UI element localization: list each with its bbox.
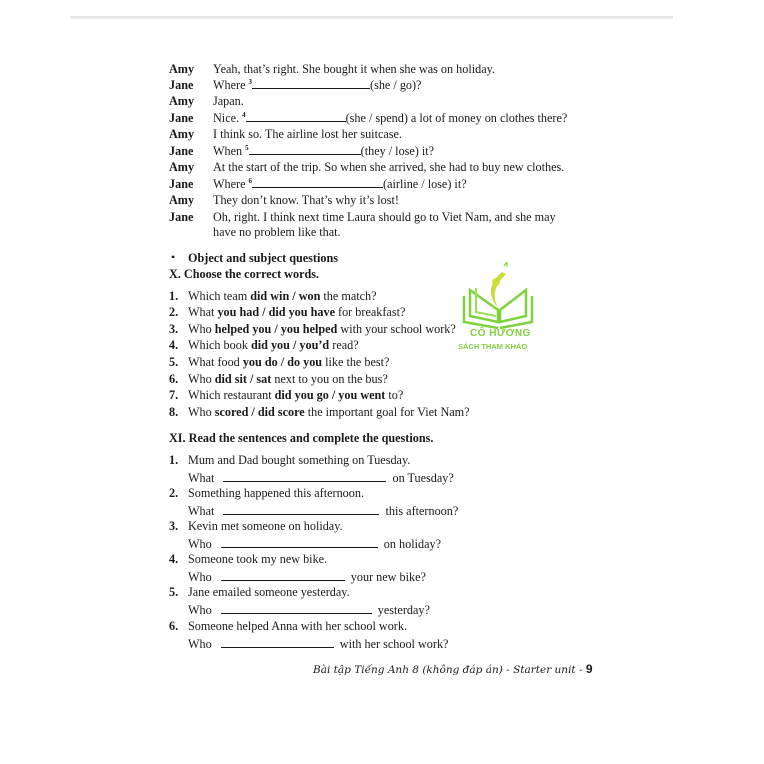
item-number: 6. — [169, 619, 179, 633]
item-number: 4. — [169, 338, 179, 352]
item-number: 1. — [169, 289, 179, 303]
item-text: Who — [188, 372, 215, 386]
prompt-sentence: Someone took my new bike. — [188, 552, 328, 566]
item-number: 8. — [169, 405, 179, 419]
speaker: Amy — [169, 127, 195, 141]
speaker: Amy — [169, 193, 195, 207]
answer-blank[interactable] — [221, 636, 334, 648]
choice-options[interactable]: did you go / you went — [274, 388, 386, 402]
choice-options[interactable]: you do / do you — [242, 355, 323, 369]
question-word: What — [188, 471, 215, 485]
speaker: Jane — [169, 144, 194, 158]
answer-blank[interactable] — [252, 176, 383, 188]
question-tail: on Tuesday? — [392, 471, 454, 485]
choice-options[interactable]: scored / did score — [214, 405, 305, 419]
item-number: 3. — [169, 322, 179, 336]
gap-number: 5 — [245, 144, 249, 152]
item-text: to? — [385, 388, 404, 402]
prompt-sentence: Mum and Dad bought something on Tuesday. — [188, 453, 411, 467]
item-number: 2. — [169, 486, 179, 500]
line-text: Where — [213, 78, 249, 92]
speaker: Jane — [169, 111, 194, 125]
page-number: 9 — [585, 662, 593, 676]
item-text: for breakfast? — [334, 305, 406, 319]
question-tail: with her school work? — [339, 637, 449, 651]
top-divider — [70, 16, 673, 19]
item-text: with your school work? — [337, 322, 456, 336]
speaker: Amy — [169, 94, 195, 108]
question-word: Who — [188, 537, 212, 551]
item-text: next to you on the bus? — [271, 372, 388, 386]
item-number: 4. — [169, 552, 179, 566]
question-tail: this afternoon? — [385, 504, 459, 518]
answer-blank[interactable] — [249, 143, 361, 155]
item-text: Which team — [188, 289, 251, 303]
choice-options[interactable]: did you / you’d — [250, 338, 330, 352]
question-word: Who — [188, 637, 212, 651]
line-text: (she / go)? — [370, 78, 422, 92]
item-text: Which book — [188, 338, 251, 352]
exercise-xi-title: XI. Read the sentences and complete the questions. — [169, 431, 434, 445]
section-title: Object and subject questions — [188, 251, 338, 265]
watermark-line2: SÁCH THAM KHẢO — [458, 342, 528, 351]
item-text: Which restaurant — [188, 388, 275, 402]
watermark-line1: CÔ HƯƠNG — [470, 328, 531, 339]
line-text: Yeah, that’s right. She bought it when she was on holiday. — [213, 62, 495, 76]
answer-blank[interactable] — [246, 110, 346, 122]
item-number: 1. — [169, 453, 179, 467]
answer-blank[interactable] — [221, 536, 378, 548]
line-text: have no problem like that. — [213, 225, 341, 239]
item-text: the match? — [320, 289, 377, 303]
bullet: • — [171, 250, 176, 264]
answer-blank[interactable] — [223, 470, 386, 482]
choice-options[interactable]: did sit / sat — [214, 372, 272, 386]
choice-options[interactable]: you had / did you have — [217, 305, 335, 319]
line-text: (airline / lose) it? — [383, 177, 467, 191]
footer-text: Bài tập Tiếng Anh 8 (không đáp án) - Starter unit - — [313, 664, 586, 676]
speaker: Jane — [169, 177, 194, 191]
answer-blank[interactable] — [223, 503, 379, 515]
item-text: What — [188, 305, 218, 319]
line-text: When — [213, 144, 246, 158]
question-word: Who — [188, 603, 212, 617]
item-number: 3. — [169, 519, 179, 533]
question-tail: yesterday? — [377, 603, 430, 617]
answer-blank[interactable] — [252, 77, 370, 89]
line-text: Oh, right. I think next time Laura should go to Viet Nam, and she may — [213, 210, 556, 224]
item-text: Who — [188, 405, 215, 419]
item-number: 5. — [169, 355, 179, 369]
item-text: the important goal for Viet Nam? — [304, 405, 470, 419]
question-word: Who — [188, 570, 212, 584]
item-number: 5. — [169, 585, 179, 599]
speaker: Amy — [169, 160, 195, 174]
gap-number: 6 — [248, 177, 253, 185]
item-text: What food — [188, 355, 243, 369]
gap-number: 4 — [242, 111, 246, 119]
choice-options[interactable]: helped you / you helped — [214, 322, 338, 336]
choice-options[interactable]: did win / won — [250, 289, 321, 303]
question-word: What — [188, 504, 215, 518]
prompt-sentence: Someone helped Anna with her school work. — [188, 619, 407, 633]
line-text: Nice. — [213, 111, 243, 125]
prompt-sentence: Kevin met someone on holiday. — [188, 519, 343, 533]
line-text: (they / lose) it? — [360, 144, 435, 158]
prompt-sentence: Something happened this afternoon. — [188, 486, 365, 500]
line-text: I think so. The airline lost her suitcase. — [213, 127, 402, 141]
answer-blank[interactable] — [221, 602, 372, 614]
gap-number: 3 — [248, 78, 253, 86]
book-logo-icon — [458, 260, 542, 330]
question-tail: your new bike? — [350, 570, 426, 584]
line-text: (she / spend) a lot of money on clothes there? — [345, 111, 568, 125]
item-text: Who — [188, 322, 215, 336]
answer-blank[interactable] — [221, 569, 345, 581]
item-text: read? — [329, 338, 359, 352]
line-text: They don’t know. That’s why it’s lost! — [213, 193, 399, 207]
item-text: like the best? — [322, 355, 390, 369]
item-number: 6. — [169, 372, 179, 386]
speaker: Jane — [169, 210, 194, 224]
speaker: Amy — [169, 62, 195, 76]
line-text: Japan. — [213, 94, 244, 108]
line-text: At the start of the trip. So when she arrived, she had to buy new clothes. — [213, 160, 565, 174]
question-tail: on holiday? — [383, 537, 441, 551]
exercise-x-title: X. Choose the correct words. — [169, 267, 320, 281]
item-number: 2. — [169, 305, 179, 319]
item-number: 7. — [169, 388, 179, 402]
prompt-sentence: Jane emailed someone yesterday. — [188, 585, 350, 599]
line-text: Where — [213, 177, 249, 191]
watermark-logo — [458, 260, 542, 360]
speaker: Jane — [169, 78, 194, 92]
page-footer — [313, 662, 593, 676]
